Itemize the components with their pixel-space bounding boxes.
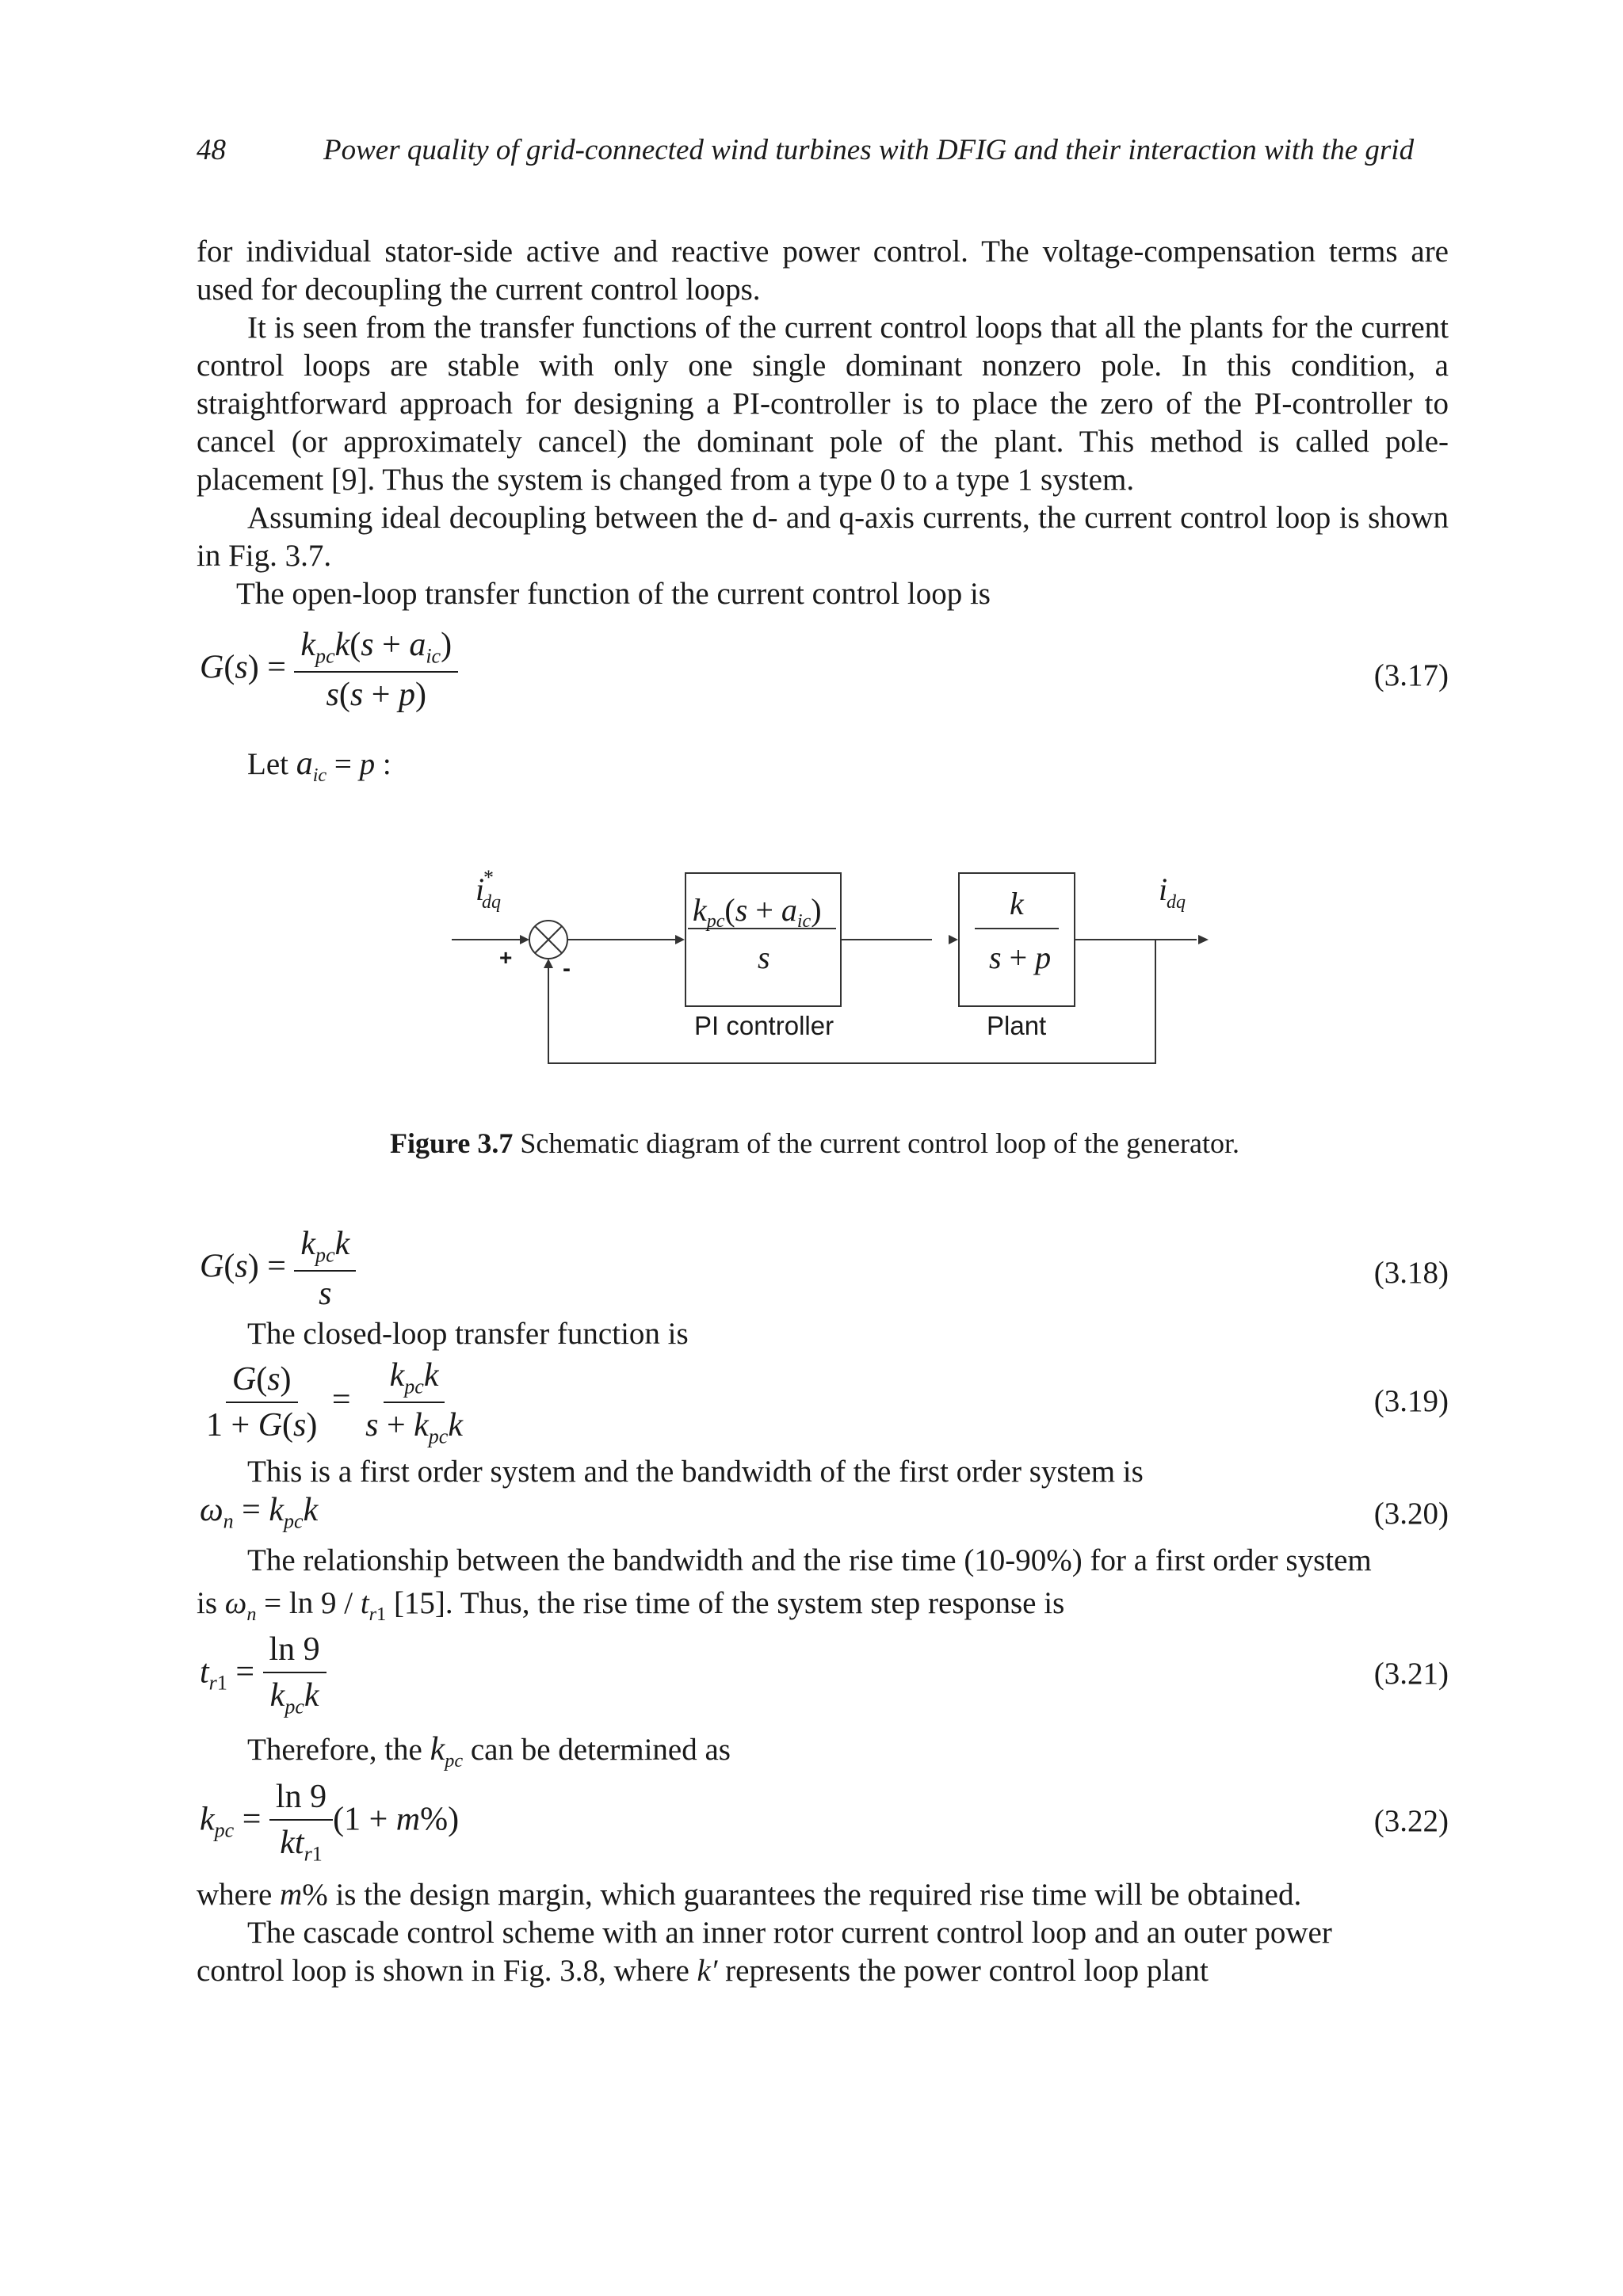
equation-3-17: G(s) = $\frac{k_{pc}k(s + a_{ic})}{s(s + p)}$ xyxy=(200,626,458,714)
svg-text:kpc(s + aic): $k_{pc}(s + a_{ic})$ xyxy=(693,892,822,932)
equation-number-3-20: (3.20) xyxy=(1373,1497,1449,1531)
svg-text:s + p: s + p xyxy=(989,940,1052,975)
figure-label: Figure 3.7 xyxy=(390,1127,514,1159)
paragraph-7b-post: [15]. Thus, the rise time of the system step response is xyxy=(393,1586,1065,1620)
svg-text:s: s xyxy=(758,940,770,975)
equation-3-22: $k_{pc}$ = $\frac{\ln 9}{kt_{r1}}$ (1 + m%) xyxy=(200,1779,460,1866)
svg-text:i: i xyxy=(1159,871,1168,907)
svg-text:k: k xyxy=(1010,886,1024,921)
page-number: 48 xyxy=(197,134,226,166)
minus-sign: - xyxy=(563,955,571,982)
equation-3-20: $\omega_n = k_{pc}k$ xyxy=(200,1492,319,1533)
plus-sign: + xyxy=(499,945,513,970)
equation-3-21: $t_{r1}$ = $\frac{\ln 9}{k_{pc}k}$ xyxy=(200,1630,327,1718)
feedback-path xyxy=(548,940,1155,1063)
paragraph-10b-post: represents the power control loop plant xyxy=(725,1954,1209,1988)
svg-text:dq: dq xyxy=(482,892,501,913)
svg-text:*: * xyxy=(483,866,494,889)
equation-3-18: G(s) = $\frac{k_{pc}k}{s}$ xyxy=(200,1225,356,1313)
block-diagram xyxy=(412,856,1268,1085)
paragraph-9-post: is the design margin, which guarantees the required rise time will be obtained. xyxy=(335,1878,1302,1912)
let-text: Let xyxy=(247,747,288,781)
equation-number-3-18: (3.18) xyxy=(1373,1256,1449,1290)
equation-number-3-22: (3.22) xyxy=(1373,1804,1449,1838)
paragraph-10b-pre: control loop is shown in Fig. 3.8, where xyxy=(197,1954,689,1988)
paragraph-10b: control loop is shown in Fig. 3.8, where k′ represents the power control loop plant xyxy=(197,1954,1209,1988)
paragraph-5: The closed-loop transfer function is xyxy=(247,1317,689,1351)
figure-caption-text: Schematic diagram of the current control loop of the generator. xyxy=(520,1127,1239,1159)
paragraph-9: where m% is the design margin, which guarantees the required rise time will be obtained. xyxy=(197,1878,1302,1912)
pi-controller-label: PI controller xyxy=(694,1011,834,1040)
paragraph-8: Therefore, the $k_{pc}$ can be determined as xyxy=(247,1731,731,1772)
equation-number-3-21: (3.21) xyxy=(1373,1657,1449,1691)
paragraph-1: for individual stator-side active and reactive power control. The voltage-compensation terms are used for decoupling the current control loops. xyxy=(197,235,1449,307)
running-title: Power quality of grid-connected wind turbines with DFIG and their interaction with the grid xyxy=(323,134,1415,166)
page-header xyxy=(197,133,1449,167)
equation-number-3-17: (3.17) xyxy=(1373,658,1449,692)
paragraph-7a: The relationship between the bandwidth and the rise time (10-90%) for a first order system xyxy=(247,1543,1372,1577)
svg-text:dq: dq xyxy=(1167,892,1186,913)
paragraph-10a: The cascade control scheme with an inner rotor current control loop and an outer power xyxy=(247,1916,1332,1950)
paragraph-9-pre: where xyxy=(197,1878,273,1912)
paragraph-2: It is seen from the transfer functions of the current control loops that all the plants for the current control loops are stable with only one single dominant nonzero pole. In this condition, a straightforward approach for designing a PI-controller is to place the zero of the PI-controller to cancel (or approximately cancel) the dominant pole of the plant. This method is called pole-placement [9]. Thus the system is changed from a type 0 to a type 1 system. xyxy=(197,311,1449,497)
plant-label: Plant xyxy=(987,1011,1047,1040)
svg-text:i: i xyxy=(475,871,485,907)
paragraph-7b: is $\omega_n = \ln 9 / t_{r1}$ [15]. Thus, the rise time of the system step response is xyxy=(197,1586,1065,1625)
paragraph-3: Assuming ideal decoupling between the d- and q-axis currents, the current control loop is shown in Fig. 3.7. xyxy=(197,501,1449,573)
paragraph-6: This is a first order system and the bandwidth of the first order system is xyxy=(247,1455,1144,1489)
paragraph-4: The open-loop transfer function of the current control loop is xyxy=(236,577,991,611)
paragraph-7b-pre: is xyxy=(197,1586,218,1620)
equation-number-3-19: (3.19) xyxy=(1373,1384,1449,1418)
paragraph-8-post: can be determined as xyxy=(470,1733,731,1767)
paragraph-8-pre: Therefore, the xyxy=(247,1733,422,1767)
figure-caption xyxy=(390,1125,1254,1161)
equation-3-19: $\frac{G(s)}{1 + G(s)}$ = $\frac{k_{pc}k}{s + k_{pc}k}$ xyxy=(206,1357,464,1448)
let-line: Let $a_{ic} = p$ : xyxy=(247,746,391,786)
